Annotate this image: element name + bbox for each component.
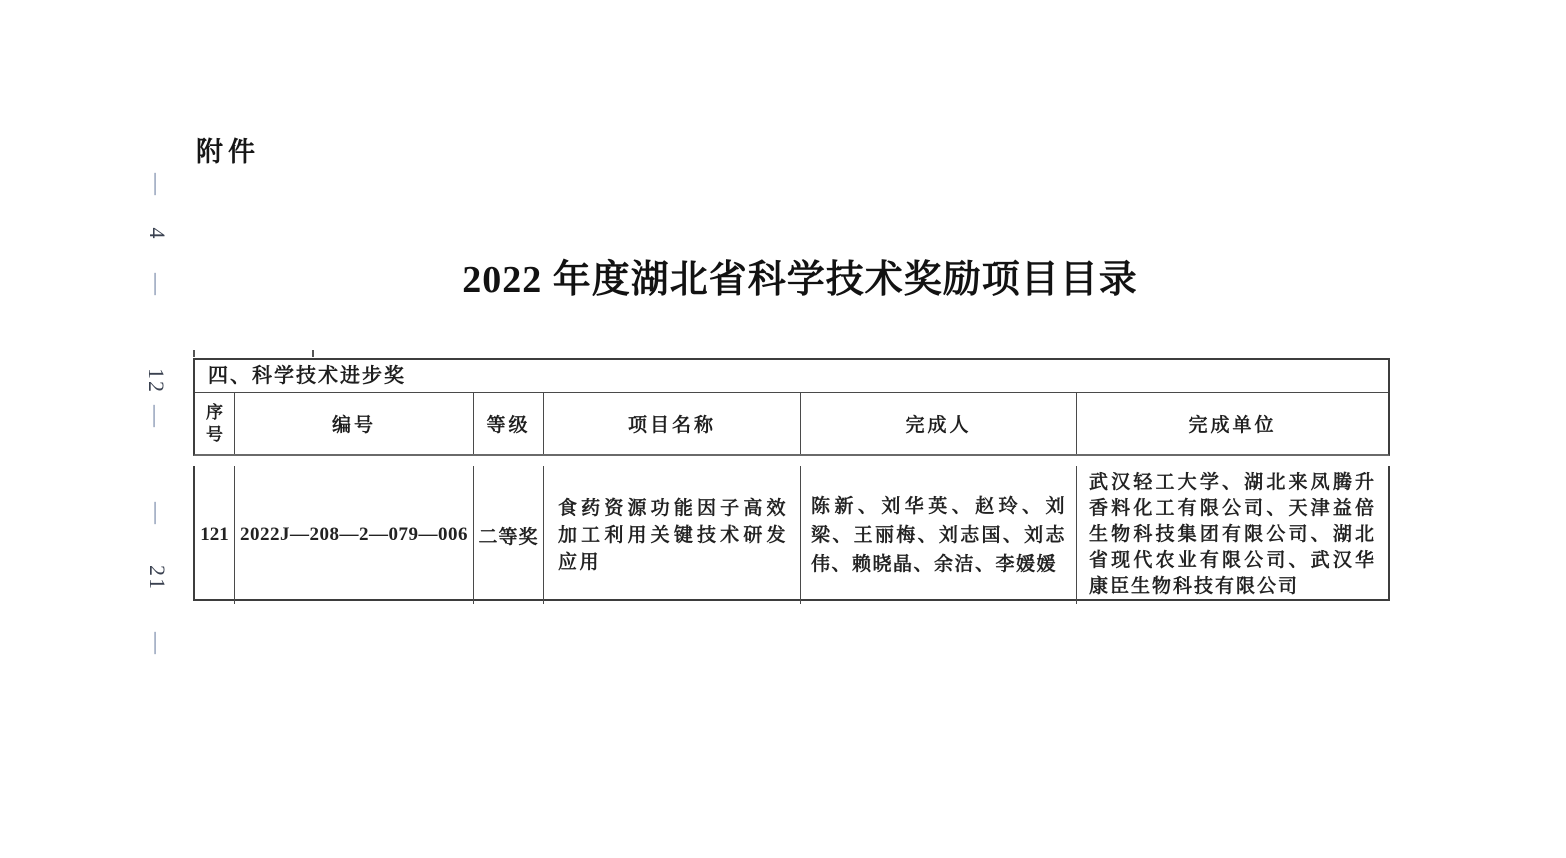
attachment-label: 附件 — [196, 137, 260, 167]
marker-dash: — — [144, 405, 169, 427]
marker-dash: — — [145, 273, 170, 295]
cell-grade: 二等奖 — [473, 466, 543, 604]
table-column-header-row — [195, 393, 1388, 454]
award-table-body — [193, 466, 1390, 601]
scan-artifact-tick — [312, 350, 314, 357]
margin-page-marker — [143, 357, 169, 427]
cell-organizations: 武汉轻工大学、湖北来凤腾升香料化工有限公司、天津益倍生物科技集团有限公司、湖北省现代农业有限公司、武汉华康臣生物科技有限公司 — [1076, 466, 1388, 604]
cell-code: 2022J—208—2—079—006 — [234, 466, 473, 604]
marker-dash: — — [145, 173, 170, 195]
table-row — [195, 466, 1388, 599]
cell-completers: 陈新、刘华英、赵玲、刘梁、王丽梅、刘志国、刘志伟、赖晓晶、余洁、李媛媛 — [800, 466, 1076, 604]
column-header-seq: 序号 — [206, 402, 223, 444]
cell-project-name: 食药资源功能因子高效加工利用关键技术研发应用 — [543, 466, 800, 604]
table-section-header: 四、科学技术进步奖 — [195, 360, 1388, 393]
marker-dash: — — [145, 632, 170, 654]
marker-number: 21 — [145, 565, 170, 591]
margin-page-marker — [144, 502, 170, 654]
marker-number: 4 — [145, 227, 170, 241]
column-header-grade: 等级 — [473, 393, 543, 454]
scan-artifact-tick — [193, 350, 195, 357]
column-header-project-name: 项目名称 — [543, 393, 800, 454]
column-header-completers: 完成人 — [800, 393, 1076, 454]
column-header-organizations: 完成单位 — [1076, 393, 1388, 454]
marker-number: 12 — [144, 368, 169, 394]
cell-seq: 121 — [200, 524, 229, 545]
award-table-header — [193, 358, 1390, 456]
page-title: 2022 年度湖北省科学技术奖励项目目录 — [462, 259, 1138, 301]
marker-dash: — — [145, 502, 170, 524]
column-header-code: 编号 — [234, 393, 473, 454]
